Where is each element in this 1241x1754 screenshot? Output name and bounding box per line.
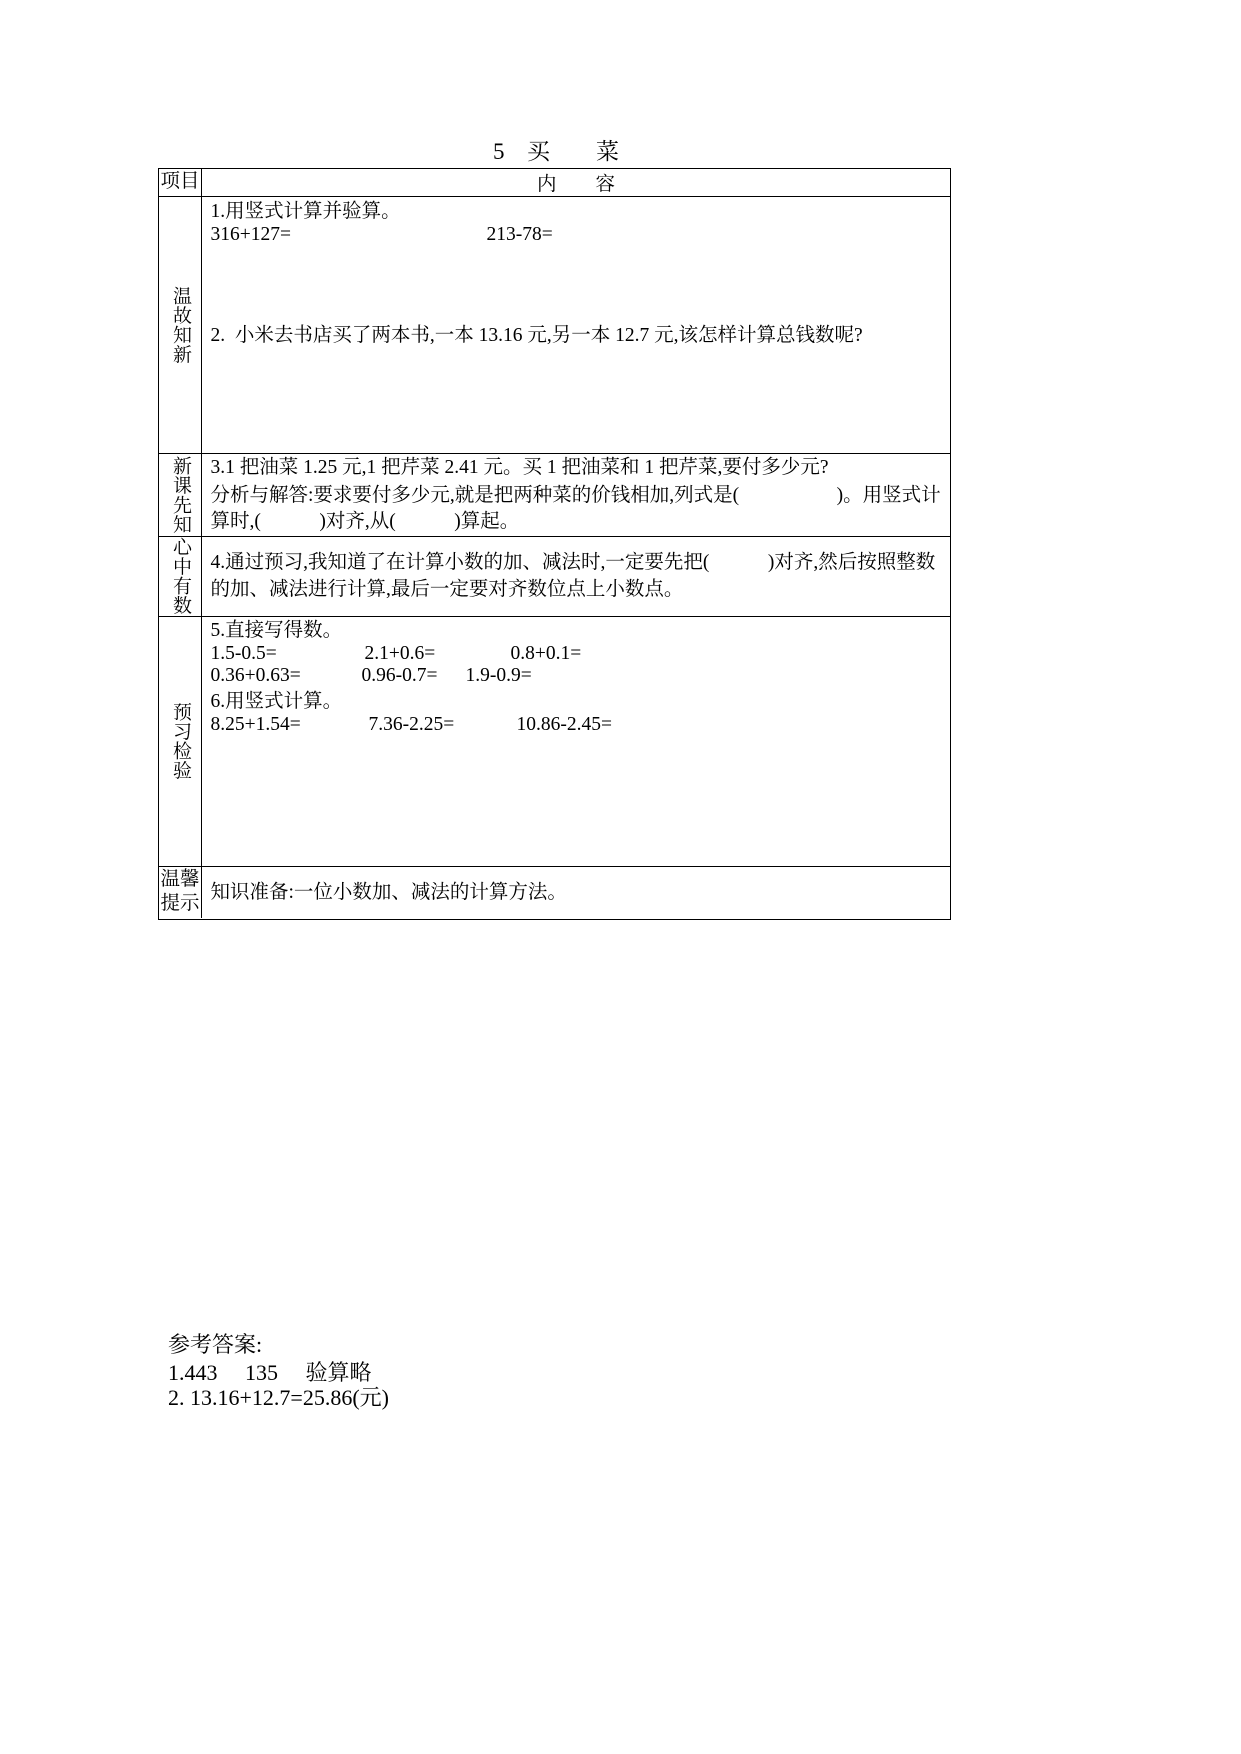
question-5-item-5: 0.96-0.7= (361, 665, 438, 686)
summary-label-cell (159, 537, 202, 617)
question-3-analysis-line-2: 算时,( )对齐,从( )算起。 (210, 510, 520, 532)
tips-text: 知识准备:一位小数加、减法的计算方法。 (210, 881, 567, 903)
question-5-item-3: 0.8+0.1= (510, 643, 582, 664)
question-6-title: 6.用竖式计算。 (210, 691, 343, 712)
review-content-cell (202, 197, 950, 453)
tips-content-cell (202, 867, 950, 919)
check-label-cell (159, 617, 202, 866)
check-content-cell (202, 617, 950, 866)
summary-row (159, 536, 950, 617)
header-content-label: 内 容 (536, 174, 615, 196)
header-label-cell (159, 169, 202, 196)
question-1-title: 1.用竖式计算并验算。 (210, 200, 401, 222)
new-lesson-row (159, 453, 950, 536)
tips-label (160, 868, 199, 916)
question-4-line-1: 4.通过预习,我知道了在计算小数的加、减法时,一定要先把( )对齐,然后按照整数 (210, 551, 936, 573)
question-1-item-a: 316+127= (210, 223, 291, 245)
new-lesson-content-cell (202, 454, 950, 536)
tips-label-line-2: 提示 (160, 893, 200, 915)
header-item-label: 项目 (160, 171, 200, 193)
question-4-line-2: 的加、减法进行计算,最后一定要对齐数位点上小数点。 (210, 578, 684, 600)
header-content-cell (202, 169, 950, 196)
answer-line-2: 2. 13.16+12.7=25.86(元) (168, 1385, 389, 1410)
tips-row (159, 866, 950, 919)
question-5-item-4: 0.36+0.63= (210, 665, 301, 686)
question-3-text: 3.1 把油菜 1.25 元,1 把芹菜 2.41 元。买 1 把油菜和 1 把芹菜,要付多少元? (210, 456, 829, 478)
question-6-item-3: 10.86-2.45= (516, 714, 612, 735)
question-5-title: 5.直接写得数。 (210, 620, 343, 641)
lesson-title: 买 菜 (527, 139, 619, 164)
question-5-item-1: 1.5-0.5= (210, 643, 277, 664)
table-header-row (159, 169, 950, 196)
new-lesson-label-cell (159, 454, 202, 536)
review-label: 温故知新 (170, 285, 191, 364)
question-6-item-2: 7.36-2.25= (368, 714, 455, 735)
new-lesson-label: 新课先知 (170, 455, 191, 534)
question-2-text: 2. 小米去书店买了两本书,一本 13.16 元,另一本 12.7 元,该怎样计算总钱数呢? (210, 324, 863, 346)
check-label: 预习检验 (170, 702, 191, 781)
answer-heading: 参考答案: (168, 1332, 263, 1357)
question-3-analysis-line-1: 分析与解答:要求要付多少元,就是把两种菜的价钱相加,列式是( )。用竖式计 (210, 484, 941, 506)
tips-label-line-1: 温馨 (160, 869, 200, 891)
summary-content-cell (202, 537, 950, 617)
review-label-cell (159, 197, 202, 453)
summary-label: 心中有数 (170, 537, 191, 616)
question-1-item-b: 213-78= (486, 223, 553, 245)
check-row (159, 616, 950, 866)
tips-label-cell (159, 867, 202, 919)
lesson-number: 5 (493, 139, 505, 164)
question-5-item-2: 2.1+0.6= (364, 643, 436, 664)
worksheet-table (158, 168, 951, 920)
question-6-item-1: 8.25+1.54= (210, 714, 301, 735)
answer-line-1: 1.443 135 验算略 (168, 1360, 372, 1385)
review-row (159, 196, 950, 453)
question-5-item-6: 1.9-0.9= (465, 665, 532, 686)
